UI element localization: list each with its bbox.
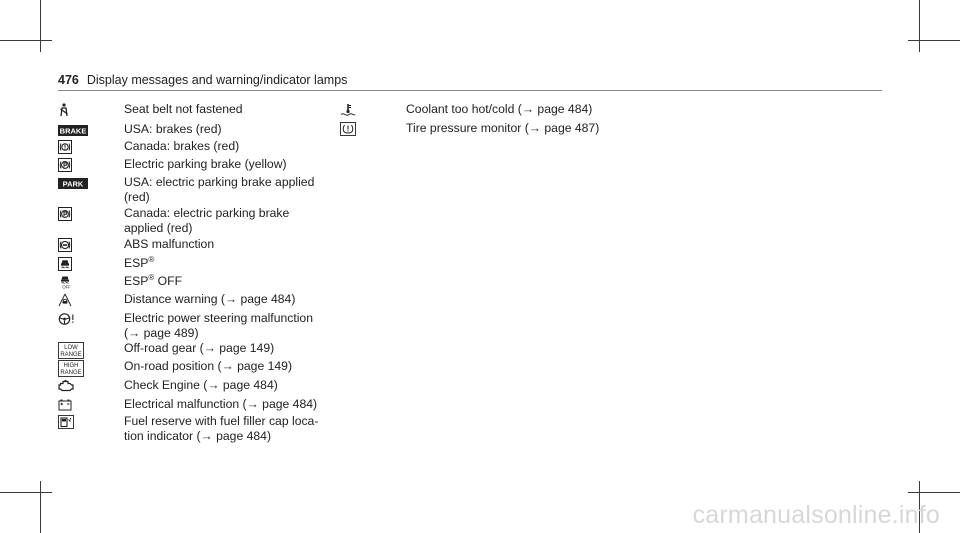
brake-circle-icon: [58, 140, 88, 154]
entry-text: USA: electric parking brake applied (red): [124, 175, 315, 204]
crop-mark: [40, 0, 41, 52]
park-text-icon: [58, 176, 88, 190]
page-title: Display messages and warning/indicator lamps: [86, 73, 348, 87]
list-item: [58, 274, 182, 289]
fuel-pump-icon: [58, 415, 88, 429]
high-range-icon: [58, 360, 88, 377]
battery-icon: [58, 398, 88, 412]
list-item: [340, 102, 592, 117]
crop-mark: [919, 0, 920, 52]
crop-mark: [908, 40, 960, 41]
list-item: [58, 359, 292, 377]
entry-text: Fuel reserve with fuel filler cap loca- tion indicator (→ page 484): [124, 414, 319, 443]
registered-mark: ®: [148, 254, 155, 264]
list-item: [58, 206, 289, 235]
entry-text: [124, 256, 154, 271]
distance-warning-icon: [58, 293, 88, 307]
entry-text: Coolant too hot/cold (→ page 484): [406, 102, 593, 116]
low-range-line-2: RANGE: [60, 352, 82, 358]
entry-text: Electric power steering malfunction (→ page 489): [124, 311, 313, 340]
entry-text: Canada: electric parking brake applied (red): [124, 206, 290, 235]
crop-mark: [40, 481, 41, 533]
entry-text: Electrical malfunction (→ page 484): [124, 397, 318, 411]
entry-text: Tire pressure monitor (→ page 487): [406, 121, 600, 135]
entry-text: Electric parking brake (yellow): [124, 157, 287, 171]
list-item: [58, 256, 154, 271]
brake-icon-label: BRAKE: [59, 126, 87, 136]
abs-icon: [58, 238, 88, 252]
page-header: [58, 73, 347, 87]
list-item: [58, 414, 318, 443]
coolant-icon: [340, 103, 370, 117]
list-item: [58, 341, 274, 359]
list-item: [58, 102, 243, 117]
esp-off-label: ESP: [124, 274, 149, 288]
entry-text: [124, 274, 182, 289]
list-item: [58, 237, 214, 252]
high-range-line-2: RANGE: [60, 370, 82, 376]
parking-brake-circle-icon: [58, 207, 88, 221]
esp-label: ESP: [124, 256, 149, 270]
esp-icon: [58, 257, 88, 271]
entry-text: Distance warning (→ page 484): [124, 292, 296, 306]
list-item: [340, 121, 599, 136]
registered-mark: ®: [148, 272, 155, 282]
list-item: [58, 311, 313, 340]
header-rule: [58, 90, 882, 91]
low-range-line-1: LOW: [64, 345, 78, 351]
list-item: [58, 157, 287, 172]
park-icon-label: PARK: [62, 179, 84, 189]
entry-text: Canada: brakes (red): [124, 139, 240, 153]
crop-mark: [0, 40, 52, 41]
check-engine-icon: [58, 379, 88, 393]
list-item: [58, 397, 317, 412]
page-number: 476: [58, 73, 79, 87]
brake-text-icon: [58, 123, 88, 137]
list-item: [58, 139, 239, 154]
tire-pressure-icon: [340, 122, 370, 136]
steering-icon: [58, 312, 88, 326]
entry-text: USA: brakes (red): [124, 122, 222, 136]
entry-text: Check Engine (→ page 484): [124, 378, 278, 392]
list-item: [58, 175, 314, 204]
list-item: [58, 292, 295, 307]
entry-text: Off-road gear (→ page 149): [124, 341, 275, 355]
list-item: [58, 122, 222, 137]
entry-text: ABS malfunction: [124, 237, 215, 251]
entry-text: On-road position (→ page 149): [124, 359, 293, 373]
esp-off-icon-label: OFF: [62, 284, 71, 289]
parking-brake-circle-icon: [58, 158, 88, 172]
list-item: [58, 378, 278, 393]
crop-mark: [0, 492, 52, 493]
entry-text: Seat belt not fastened: [124, 102, 243, 116]
low-range-icon: [58, 342, 88, 359]
crop-mark: [908, 492, 960, 493]
high-range-line-1: HIGH: [63, 363, 79, 369]
off-label: OFF: [154, 274, 183, 288]
watermark: carmanualsonline.info: [692, 501, 940, 529]
seat-belt-icon: [58, 103, 88, 117]
esp-off-icon: [58, 275, 88, 289]
